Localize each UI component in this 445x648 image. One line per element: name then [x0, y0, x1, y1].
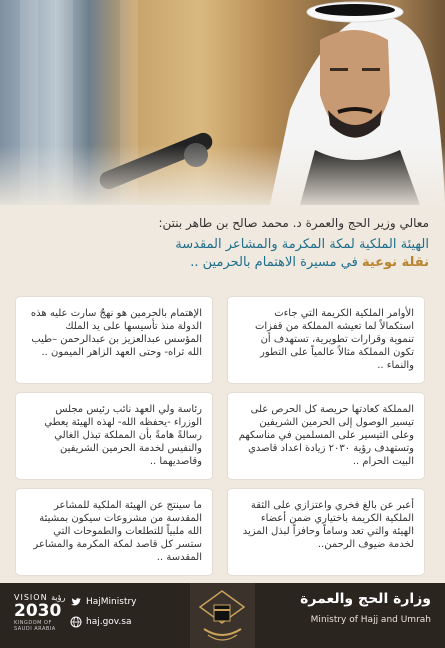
minister-photo: [0, 0, 445, 205]
twitter-link[interactable]: [70, 596, 137, 608]
globe-icon: [70, 616, 82, 628]
vision-year: 2030: [14, 601, 62, 621]
headline-line2-rest: في مسيرة الاهتمام بالحرمين ..: [190, 255, 362, 270]
kaaba-emblem: [190, 583, 255, 648]
quote-card: أعبر عن بالغ فخري واعتزازي على الثقة الملكية الكريمة باختياري ضمن أعضاء الهيئة والتي تعد وساماً وحافزاً لبذل المزيد لخدمة ضيوف الرحمن..: [228, 489, 424, 575]
vision-2030-logo: [14, 593, 66, 632]
headline-block: [16, 216, 429, 272]
quote-card: ما سينتج عن الهيئة الملكية للمشاعر المقدسة من مشروعات سيكون بمشيئة الله ملبياً للتطلعات والطموحات التي ستسر كل قاصد لمكة المكرمة والمشاعر المقدسة ..: [16, 489, 212, 575]
headline-lead: معالي وزير الحج والعمرة د. محمد صالح بن طاهر بنتن:: [158, 216, 429, 230]
twitter-handle: HajMinistry: [86, 597, 137, 607]
headline-line2: [16, 254, 429, 272]
footer-bar: [0, 583, 445, 648]
quote-card: المملكة كعادتها حريصة كل الحرص على تيسير الوصول إلى الحرمين الشريفين وعلى التيسير على المسلمين في مناسكهم وتستهدف رؤية ٢٠٣٠ زيادة اعداد قاصدي البيت الحرام ..: [228, 393, 424, 479]
quote-card: الأوامر الملكية الكريمة التي جاءت استكمالاً لما تعيشه المملكة من قفزات تنموية وقرارات تطويرية، تستهدف أن تكون المملكة مثالاً عالمياً على التطور والنماء ..: [228, 297, 424, 383]
website-url: haj.gov.sa: [86, 617, 132, 627]
vision-label: VISION رؤية: [14, 593, 66, 602]
quote-card: الإهتمام بالحرمين هو نهجٌ سارت عليه هذه الدولة منذ تأسيسها على يد الملك المؤسس عبدالعزيز بن عبدالرحمن –طيب الله ثراه- وحتى العهد الزاهر الميمون ..: [16, 297, 212, 383]
photo-fade: [0, 145, 445, 205]
quote-card: رئاسة ولي العهد نائب رئيس مجلس الوزراء -يحفظه الله- لهذه الهيئة يعطي رسالةً هامةً بأن المملكة تبذل الغالي والنفيس لخدمة الحرمين الشريفين وقاصديهما ..: [16, 393, 212, 479]
ministry-name-en: Ministry of Hajj and Umrah: [310, 615, 431, 625]
website-link[interactable]: [70, 616, 137, 628]
social-links: [70, 596, 137, 636]
headline-accent: نقلة نوعية: [361, 255, 429, 270]
ministry-name-ar: وزارة الحج والعمرة: [300, 591, 431, 607]
headline-line1: الهيئة الملكية لمكة المكرمة والمشاعر المقدسة: [175, 237, 429, 252]
vision-sub: KINGDOM OF SAUDI ARABIA: [14, 620, 56, 632]
twitter-icon: [70, 596, 82, 608]
